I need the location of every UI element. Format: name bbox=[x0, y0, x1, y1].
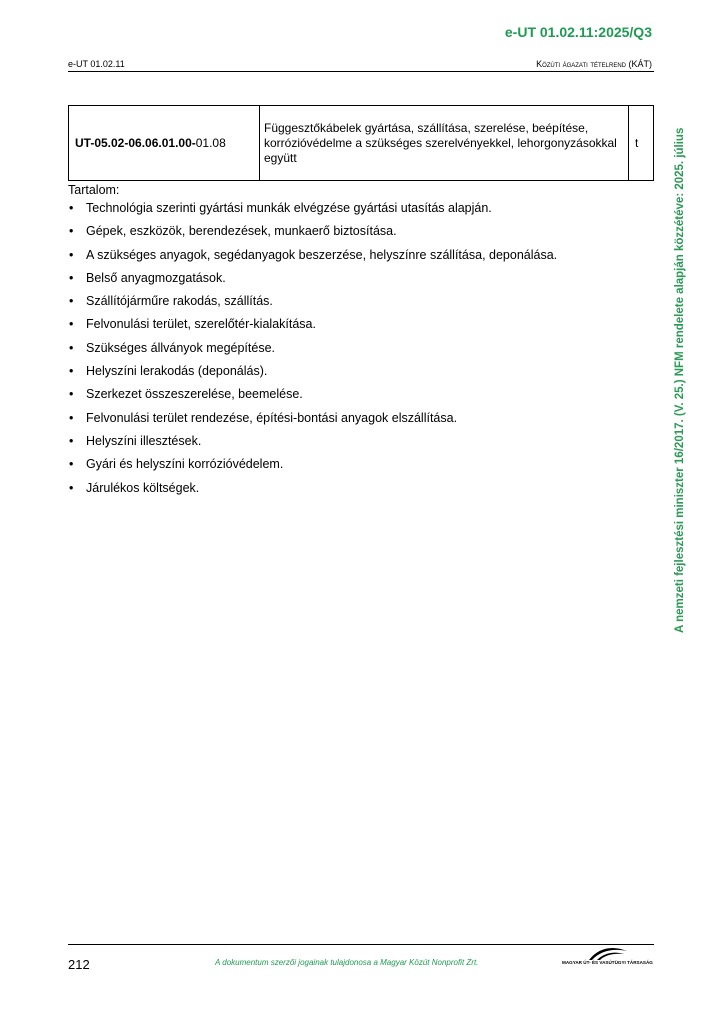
header-divider bbox=[68, 71, 654, 72]
list-item-text: Járulékos költségek. bbox=[86, 480, 200, 495]
list-item bbox=[68, 197, 654, 220]
list-item-text: Helyszíni lerakodás (deponálás). bbox=[86, 364, 268, 379]
bullet-icon: • bbox=[69, 224, 74, 239]
copyright-notice: A dokumentum szerzői jogainak tulajdonosa a Magyar Közút Nonprofit Zrt. bbox=[215, 958, 479, 967]
item-unit: t bbox=[629, 106, 654, 181]
bridge-swoosh-icon bbox=[588, 945, 628, 961]
list-item bbox=[68, 360, 654, 383]
header-right-title: Közúti ágazati tételrend (KÁT) bbox=[536, 59, 652, 69]
content-label: Tartalom: bbox=[68, 183, 120, 197]
logo-text: MAGYAR ÚT- ÉS VASÚTÜGYI TÁRSASÁG bbox=[562, 960, 653, 965]
bullet-icon: • bbox=[69, 247, 74, 262]
list-item bbox=[68, 244, 654, 267]
content-list bbox=[68, 197, 654, 500]
list-item bbox=[68, 383, 654, 406]
bullet-icon: • bbox=[69, 480, 74, 495]
bullet-icon: • bbox=[69, 387, 74, 402]
list-item bbox=[68, 430, 654, 453]
list-item-text: Felvonulási terület, szerelőtér-kialakítása. bbox=[86, 317, 316, 332]
list-item bbox=[68, 290, 654, 313]
list-item bbox=[68, 453, 654, 476]
item-code-suffix: 01.08 bbox=[195, 136, 226, 150]
bullet-icon: • bbox=[69, 201, 74, 215]
bullet-icon: • bbox=[69, 410, 74, 425]
item-code-cell bbox=[69, 106, 260, 181]
list-item-text: Szállítójárműre rakodás, szállítás. bbox=[86, 294, 273, 309]
bullet-icon: • bbox=[69, 340, 74, 355]
society-logo bbox=[562, 945, 654, 971]
item-description: Függesztőkábelek gyártása, szállítása, szerelése, beépítése, korrózióvédelme a szükséges szerelvényekkel, lehorgonyzásokkal együtt bbox=[260, 106, 629, 181]
list-item bbox=[68, 477, 654, 500]
item-table bbox=[68, 105, 654, 181]
list-item-text: Technológia szerinti gyártási munkák elvégzése gyártási utasítás alapján. bbox=[86, 201, 492, 215]
bullet-icon: • bbox=[69, 364, 74, 379]
bullet-icon: • bbox=[69, 433, 74, 448]
list-item-text: Gépek, eszközök, berendezések, munkaerő biztosítása. bbox=[86, 224, 397, 239]
bullet-icon: • bbox=[69, 270, 74, 285]
list-item-text: Szükséges állványok megépítése. bbox=[86, 340, 275, 355]
list-item-text: Felvonulási terület rendezése, építési-bontási anyagok elszállítása. bbox=[86, 410, 458, 425]
list-item-text: A szükséges anyagok, segédanyagok beszerzése, helyszínre szállítása, deponálása. bbox=[86, 247, 558, 262]
list-item bbox=[68, 313, 654, 336]
bullet-icon: • bbox=[69, 457, 74, 472]
document-code: e-UT 01.02.11:2025/Q3 bbox=[504, 24, 652, 40]
bullet-icon: • bbox=[69, 317, 74, 332]
list-item bbox=[68, 267, 654, 290]
publication-side-note: A nemzeti fejlesztési miniszter 16/2017. (V. 25.) NFM rendelete alapján közzétéve: 2025. július bbox=[674, 127, 686, 633]
bullet-icon: • bbox=[69, 294, 74, 309]
list-item-text: Helyszíni illesztések. bbox=[86, 433, 202, 448]
list-item bbox=[68, 337, 654, 360]
page-number: 212 bbox=[68, 957, 90, 972]
item-code-prefix: UT-05.02-06.06.01.00- bbox=[75, 136, 196, 150]
list-item-text: Szerkezet összeszerelése, beemelése. bbox=[86, 387, 303, 402]
list-item bbox=[68, 407, 654, 430]
list-item bbox=[68, 220, 654, 243]
list-item-text: Belső anyagmozgatások. bbox=[86, 270, 226, 285]
item-row bbox=[69, 106, 654, 181]
list-item-text: Gyári és helyszíni korrózióvédelem. bbox=[86, 457, 284, 472]
header-left-code: e-UT 01.02.11 bbox=[68, 59, 125, 69]
